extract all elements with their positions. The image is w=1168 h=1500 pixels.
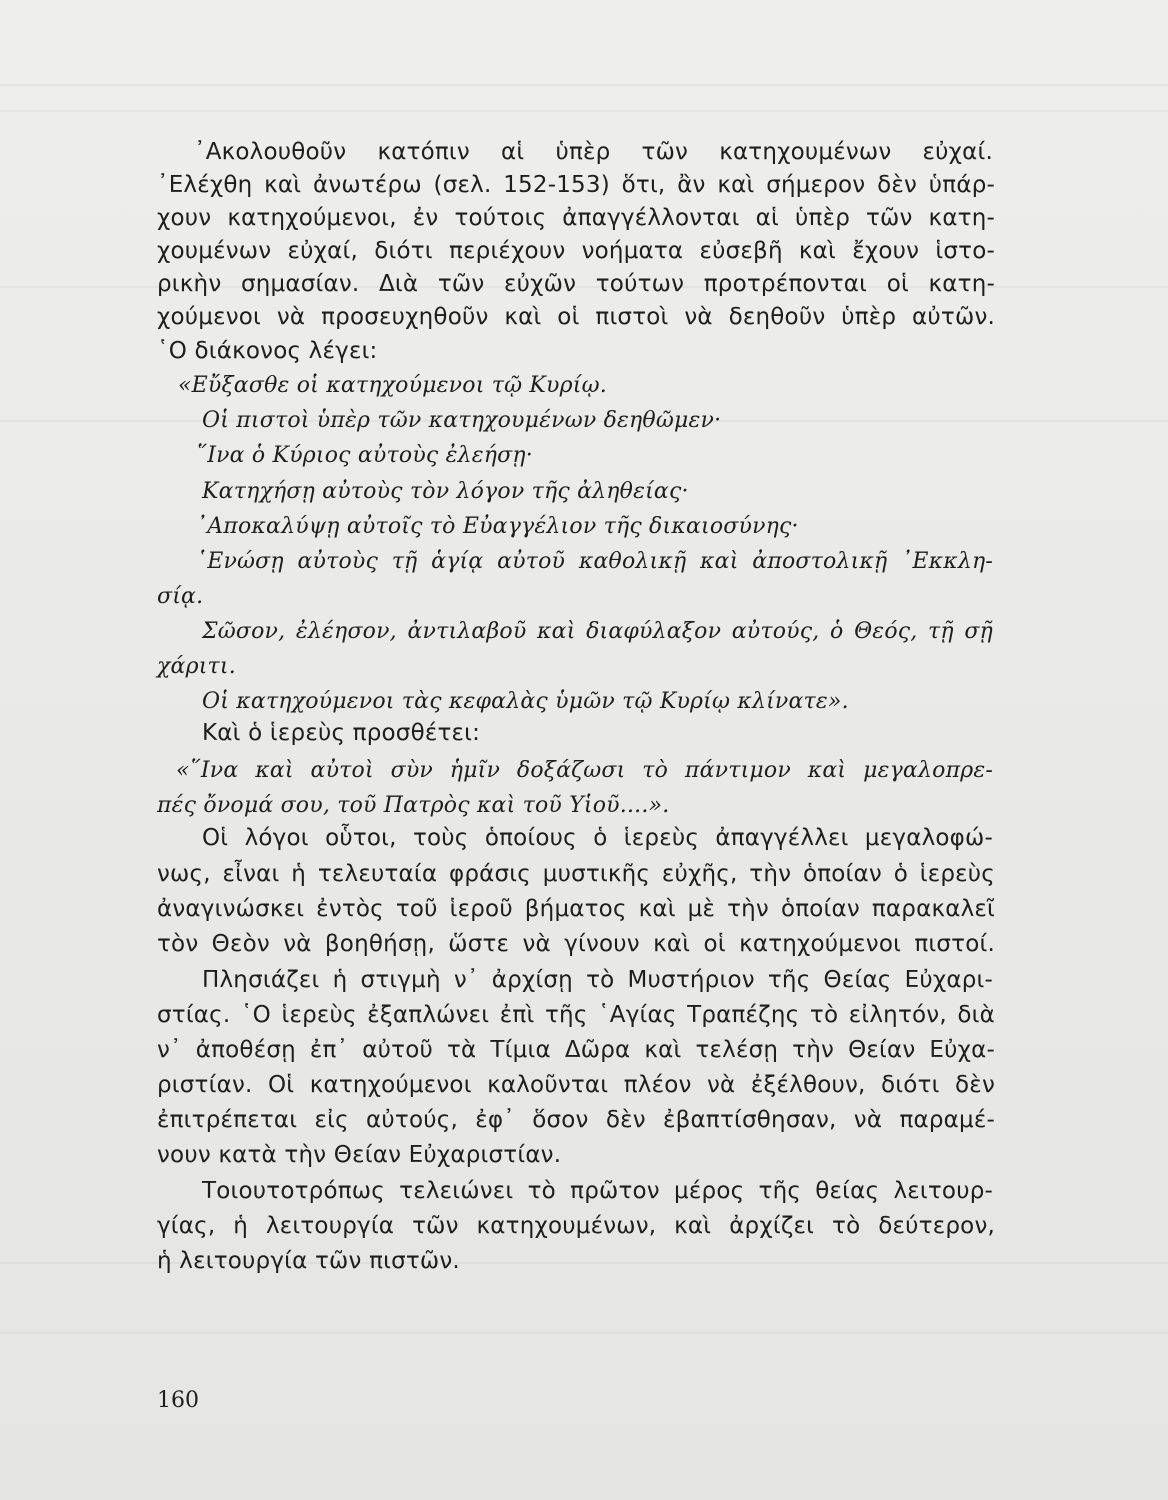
text-line: ᾿Ακολουθοῦν κατόπιν αἱ ὑπὲρ τῶν κατηχουμένων εὐχαί. — [194, 139, 993, 165]
text-line: χουν κατηχούμενοι, ἐν τούτοις ἀπαγγέλλονται αἱ ὑπὲρ τῶν κατη- — [157, 205, 995, 231]
italic-line: Οἱ πιστοὶ ὑπὲρ τῶν κατηχουμένων δεηθῶμεν· — [202, 408, 722, 433]
italic-line: πές ὄνομά σου, τοῦ Πατρὸς καὶ τοῦ Υἱοῦ....». — [157, 793, 670, 818]
italic-line: σίᾳ. — [157, 584, 204, 609]
italic-line: ῾Ενώσῃ αὐτοὺς τῇ ἁγίᾳ αὐτοῦ καθολικῇ καὶ ἀποστολικῇ ᾿Εκκλη- — [196, 549, 993, 574]
text-line: στίας. ῾Ο ἱερεὺς ἐξαπλώνει ἐπὶ τῆς ῾Αγίας Τραπέζης τὸ εἰλητόν, διὰ — [157, 1002, 995, 1028]
text-line: ριστίαν. Οἱ κατηχούμενοι καλοῦνται πλέον νὰ ἐξέλθουν, διότι δὲν — [157, 1072, 995, 1098]
text-line: ἀναγινώσκει ἐντὸς τοῦ ἱεροῦ βήματος καὶ μὲ τὴν ὁποίαν παρακαλεῖ — [157, 896, 995, 922]
text-line: νουν κατὰ τὴν Θείαν Εὐχαριστίαν. — [157, 1142, 562, 1168]
italic-line: Κατηχήσῃ αὐτοὺς τὸν λόγον τῆς ἀληθείας· — [202, 479, 689, 504]
bleed-through — [0, 84, 1168, 86]
text-line: χουμένων εὐχαί, διότι περιέχουν νοήματα εὐσεβῆ καὶ ἔχουν ἱστο- — [157, 238, 995, 264]
text-line: ἐπιτρέπεται εἰς αὐτούς, ἐφ᾿ ὅσον δὲν ἐβαπτίσθησαν, νὰ παραμέ- — [157, 1107, 995, 1133]
text-line: ᾿Ελέχθη καὶ ἀνωτέρω (σελ. 152-153) ὅτι, ἂν καὶ σήμερον δὲν ὑπάρ- — [157, 172, 995, 198]
italic-line: «Εὔξασθε οἱ κατηχούμενοι τῷ Κυρίῳ. — [178, 373, 607, 398]
text-line: Τοιουτοτρόπως τελειώνει τὸ πρῶτον μέρος τῆς θείας λειτουρ- — [202, 1178, 993, 1204]
text-line: τὸν Θεὸν νὰ βοηθήσῃ, ὥστε νὰ γίνουν καὶ οἱ κατηχούμενοι πιστοί. — [157, 931, 995, 957]
italic-line: «῞Ινα καὶ αὐτοὶ σὺν ἡμῖν δοξάζωσι τὸ πάντιμον καὶ μεγαλοπρε- — [176, 758, 993, 783]
italic-line: ῞Ινα ὁ Κύριος αὐτοὺς ἐλεήσῃ· — [196, 443, 533, 468]
text-line: ν᾿ ἀποθέσῃ ἐπ᾿ αὐτοῦ τὰ Τίμια Δῶρα καὶ τελέσῃ τὴν Θείαν Εὐχα- — [157, 1037, 995, 1063]
text-line: ρικὴν σημασίαν. Διὰ τῶν εὐχῶν τούτων προτρέπονται οἱ κατη- — [157, 271, 995, 297]
text-line: ῾Ο διάκονος λέγει: — [157, 338, 378, 364]
text-line: χούμενοι νὰ προσευχηθοῦν καὶ οἱ πιστοὶ νὰ δεηθοῦν ὑπὲρ αὐτῶν. — [157, 304, 995, 330]
italic-line: Σῶσον, ἐλέησον, ἀντιλαβοῦ καὶ διαφύλαξον αὐτούς, ὁ Θεός, τῇ σῇ — [202, 619, 993, 644]
bleed-through — [0, 1332, 1168, 1334]
text-line: νως, εἶναι ἡ τελευταία φράσις μυστικῆς εὐχῆς, τὴν ὁποίαν ὁ ἱερεὺς — [157, 861, 995, 887]
italic-line: Οἱ κατηχούμενοι τὰς κεφαλὰς ὑμῶν τῷ Κυρίῳ κλίνατε». — [202, 689, 849, 714]
bleed-through — [0, 110, 1168, 112]
text-line: Οἱ λόγοι οὗτοι, τοὺς ὁποίους ὁ ἱερεὺς ἀπαγγέλλει μεγαλοφώ- — [202, 825, 993, 851]
page-number: 160 — [157, 1388, 199, 1413]
italic-line: ᾿Αποκαλύψῃ αὐτοῖς τὸ Εὐαγγέλιον τῆς δικαιοσύνης· — [196, 514, 799, 539]
text-line: Πλησιάζει ἡ στιγμὴ ν᾿ ἀρχίσῃ τὸ Μυστήριον τῆς Θείας Εὐχαρι- — [202, 967, 993, 993]
text-line: γίας, ἡ λειτουργία τῶν κατηχουμένων, καὶ ἀρχίζει τὸ δεύτερον, — [157, 1213, 995, 1239]
text-line: ἡ λειτουργία τῶν πιστῶν. — [157, 1248, 460, 1274]
italic-line: χάριτι. — [157, 654, 236, 679]
text-line: Καὶ ὁ ἱερεὺς προσθέτει: — [202, 720, 481, 746]
